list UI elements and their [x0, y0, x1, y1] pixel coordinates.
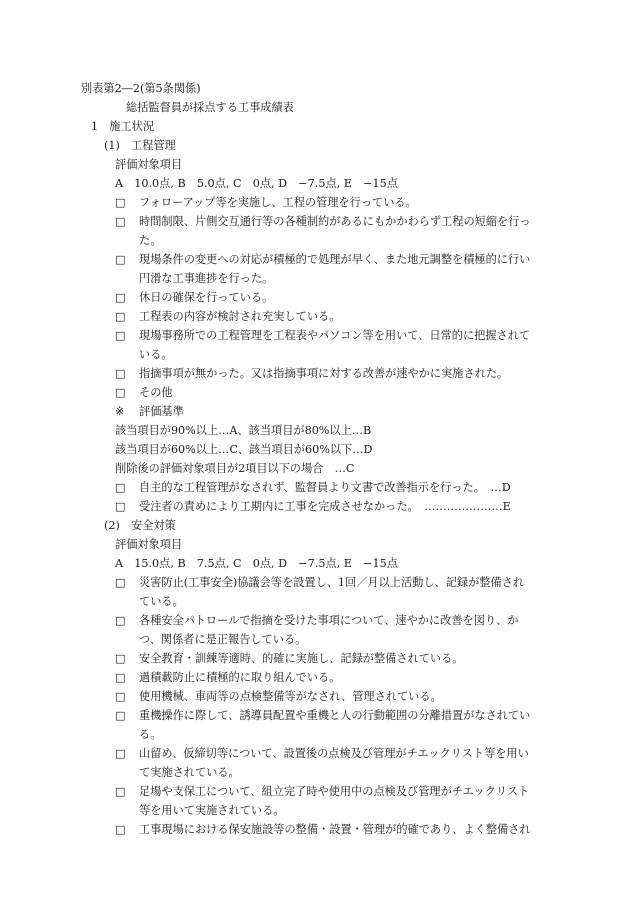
item-text-cont: つ、関係者に是正報告している。 [139, 633, 307, 646]
item-text: 指摘事項が無かった。又は指摘事項に対する改善が速やかに実施された。 [139, 367, 509, 380]
item-text-cont: いる。 [139, 348, 173, 361]
checkbox-icon[interactable]: □ [115, 690, 126, 703]
item-text: 災害防止(工事安全)協議会等を設置し、1回／月以上活動し、記録が整備され [139, 576, 525, 589]
checkbox-icon[interactable]: □ [115, 310, 126, 323]
item-text: 工事現場における保安施設等の整備・設置・管理が的確であり、よく整備され [139, 823, 531, 836]
item-text-cont: る。 [139, 728, 162, 741]
item-text: 安全教育・訓練等適時、的確に実施し、記録が整備されている。 [139, 652, 464, 665]
item-text: 重機操作に際して、誘導員配置や重機と人の行動範囲の分離措置がなされてい [139, 709, 531, 722]
item-text: その他 [139, 386, 173, 399]
checkbox-icon[interactable]: □ [115, 823, 126, 836]
score-scale: A 15.0点, B 7.5点, C 0点, D −7.5点, E −15点 [115, 557, 398, 570]
checkbox-icon[interactable]: □ [115, 215, 126, 228]
item-text: 山留め、仮締切等について、設置後の点検及び管理がチエックリスト等を用い [139, 747, 529, 760]
item-text-cont: て実施されている。 [139, 766, 240, 779]
checkbox-icon[interactable]: □ [115, 196, 126, 209]
item-text: 現場事務所での工程管理を工程表やパソコン等を用いて、日常的に把握されて [139, 329, 531, 342]
score-scale: A 10.0点, B 5.0点, C 0点, D −7.5点, E −15点 [115, 177, 398, 190]
item-text: 工程表の内容が検討され充実している。 [139, 310, 341, 323]
eval-items-heading: 評価対象項目 [115, 158, 183, 171]
criteria-line: 該当項目が60%以上…C、該当項目が60%以下…D [115, 443, 373, 456]
item-text: フォローアップ等を実施し、工程の管理を行っている。 [139, 196, 417, 209]
subsection-heading-safety: (2) 安全対策 [104, 519, 176, 532]
checkbox-icon[interactable]: □ [115, 709, 126, 722]
penalty-text: 受注者の責めにより工期内に工事を完成させなかった。 …………………E [139, 500, 511, 513]
item-text-cont: た。 [139, 234, 162, 247]
checkbox-icon[interactable]: □ [115, 652, 126, 665]
subsection-heading-schedule: (1) 工程管理 [104, 139, 176, 152]
checkbox-icon[interactable]: □ [115, 291, 126, 304]
checkbox-icon[interactable]: □ [115, 367, 126, 380]
item-text: 時間制限、片側交互通行等の各種制約があるにもかかわらず工程の短縮を行っ [139, 215, 531, 228]
item-text: 休日の確保を行っている。 [139, 291, 274, 304]
item-text-cont: 円滑な工事進捗を行った。 [139, 272, 274, 285]
item-text: 過積載防止に積極的に取り組んでいる。 [139, 671, 341, 684]
checkbox-icon[interactable]: □ [115, 253, 126, 266]
checkbox-icon[interactable]: □ [115, 500, 126, 513]
item-text-cont: 等を用いて実施されている。 [139, 804, 285, 817]
item-text: 現場条件の変更への対応が積極的で処理が早く、また地元調整を積極的に行い [139, 253, 531, 266]
checkbox-icon[interactable]: □ [115, 614, 126, 627]
criteria-line: 該当項目が90%以上…A、該当項目が80%以上…B [115, 424, 372, 437]
criteria-label: 評価基準 [139, 405, 184, 418]
eval-items-heading: 評価対象項目 [115, 538, 183, 551]
checkbox-icon[interactable]: □ [115, 329, 126, 342]
checkbox-icon[interactable]: □ [115, 747, 126, 760]
checkbox-icon[interactable]: □ [115, 785, 126, 798]
criteria-line: 削除後の評価対象項目が2項目以下の場合 …C [115, 462, 355, 475]
penalty-text: 自主的な工程管理がなされず、監督員より文書で改善指示を行った。 …D [139, 481, 511, 494]
item-text: 使用機械、車両等の点検整備等がなされ、管理されている。 [139, 690, 442, 703]
document-title: 総括監督員が採点する工事成績表 [126, 101, 294, 114]
checkbox-icon[interactable]: □ [115, 671, 126, 684]
checkbox-icon[interactable]: □ [115, 576, 126, 589]
section-heading: 1 施工状況 [91, 120, 155, 133]
item-text-cont: ている。 [139, 595, 184, 608]
item-text: 足場や支保工について、組立完了時や使用中の点検及び管理がチエックリスト [139, 785, 530, 798]
checkbox-icon[interactable]: □ [115, 386, 126, 399]
item-text: 各種安全パトロールで指摘を受けた事項について、速やかに改善を図り、か [139, 614, 519, 627]
document-reference: 別表第2―2(第5条関係) [81, 82, 201, 95]
checkbox-icon[interactable]: □ [115, 481, 126, 494]
reference-mark: ※ [115, 405, 125, 418]
